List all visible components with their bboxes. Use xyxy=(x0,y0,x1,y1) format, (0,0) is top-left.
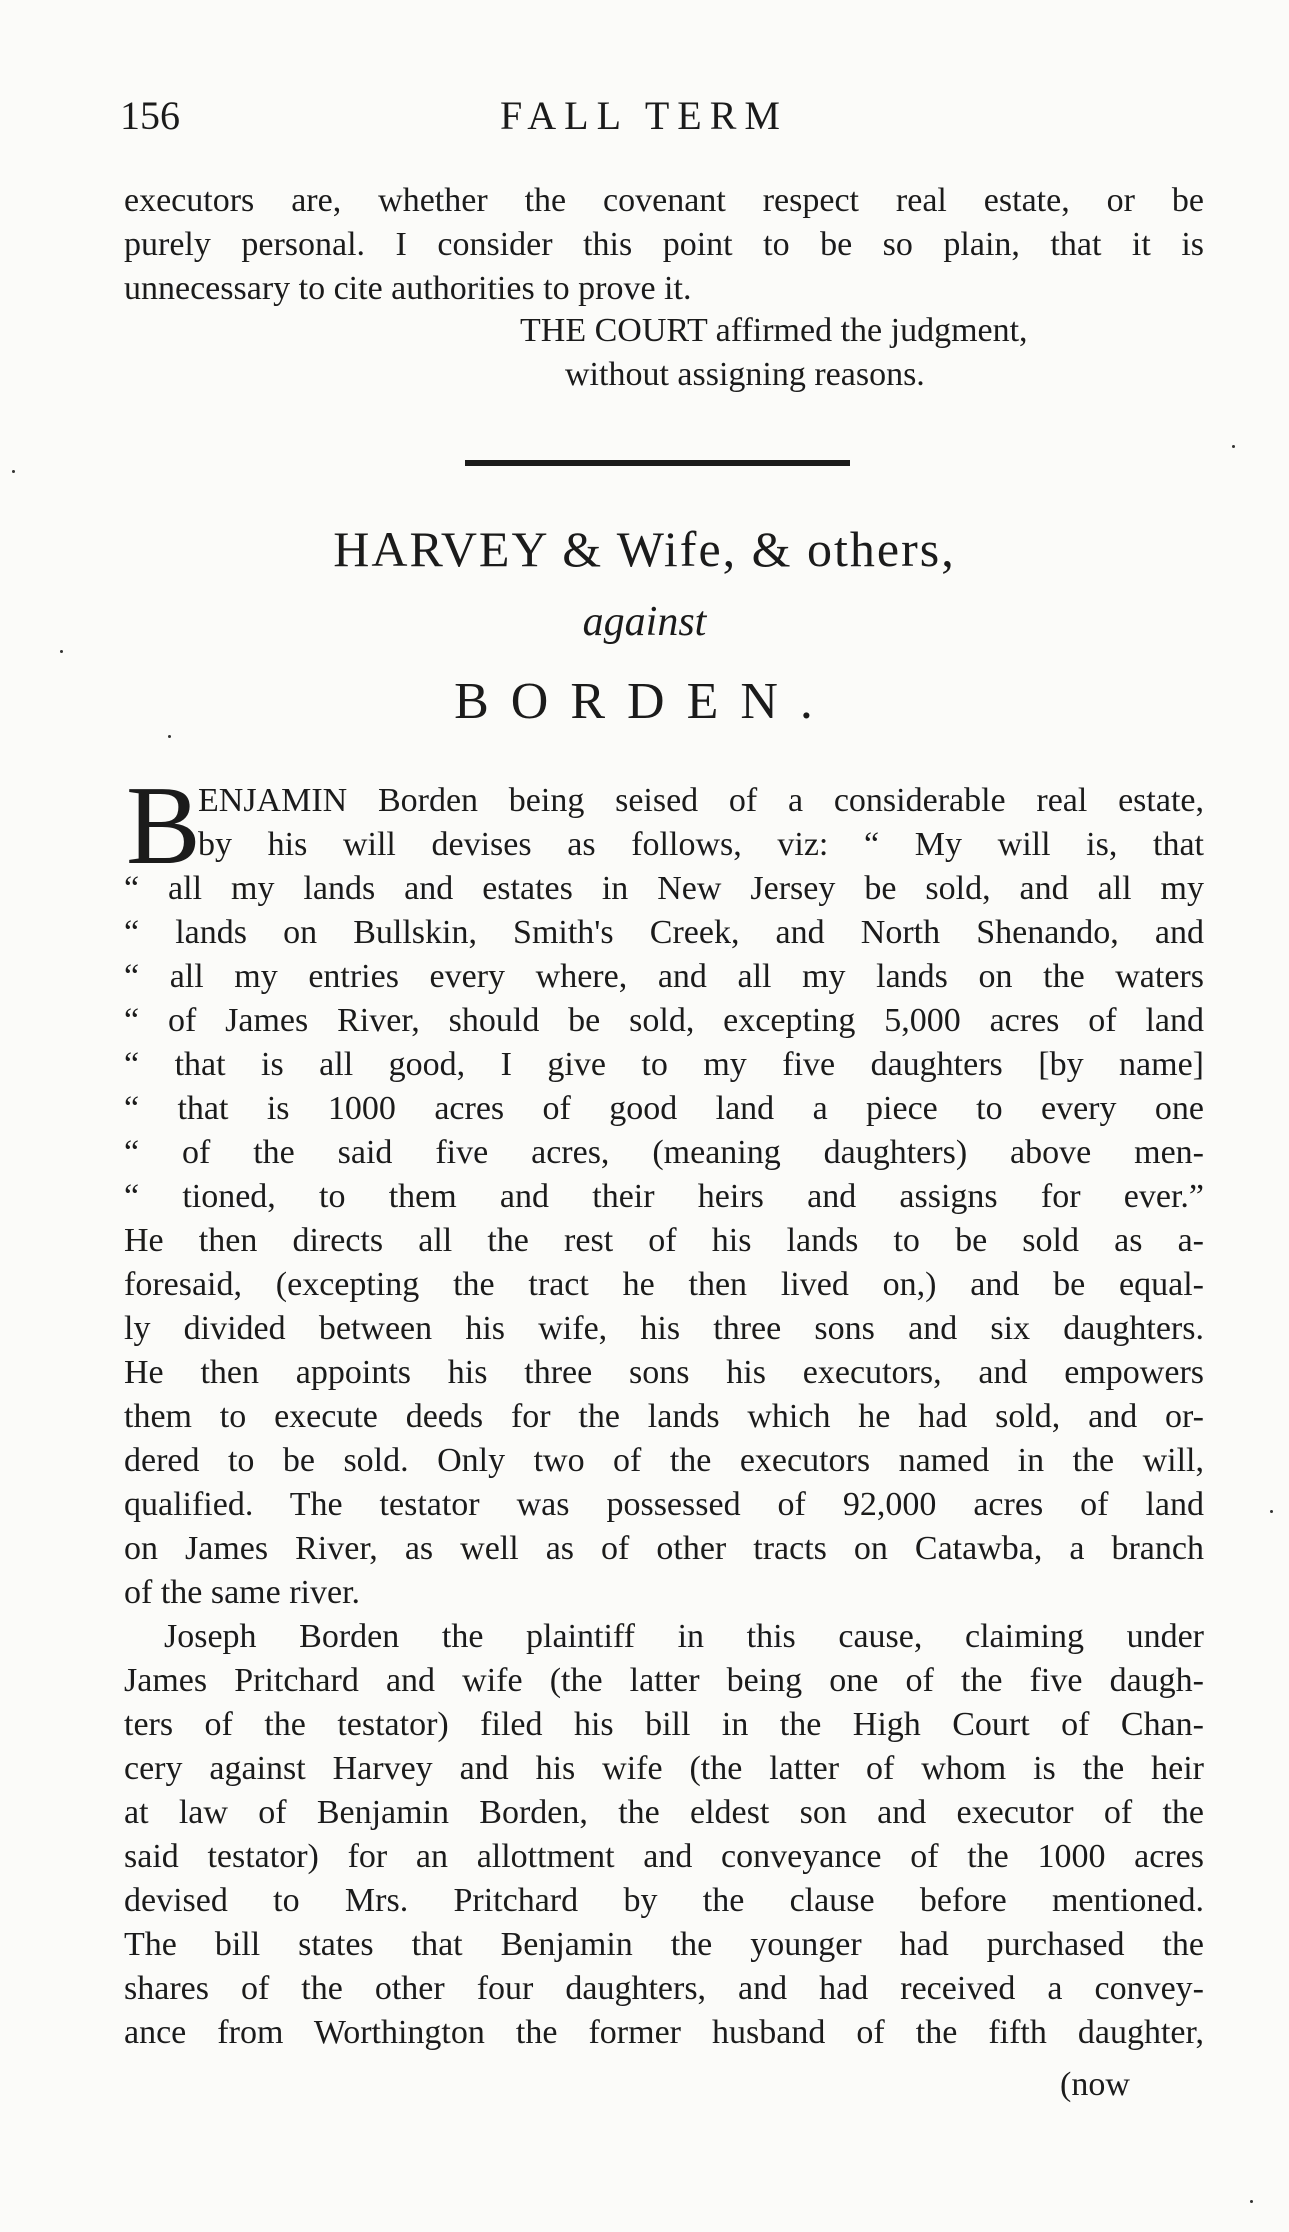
page-number: 156 xyxy=(120,93,180,138)
text-line: The bill states that Benjamin the younger had purchased the xyxy=(124,1926,1204,1963)
text-line: ly divided between his wife, his three sons and six daughters. xyxy=(124,1310,1204,1347)
text-line: “ of the said five acres, (meaning daughters) above men- xyxy=(124,1134,1204,1171)
text-line: shares of the other four daughters, and had received a convey- xyxy=(124,1970,1204,2007)
case-title-against: against xyxy=(582,599,707,645)
text-line: on James River, as well as of other tracts on Catawba, a branch xyxy=(124,1530,1204,1567)
text-line: “ lands on Bullskin, Smith's Creek, and North Shenando, and xyxy=(124,914,1204,951)
text-line: James Pritchard and wife (the latter being one of the five daugh- xyxy=(124,1662,1204,1699)
text-line: “ all my entries every where, and all my lands on the waters xyxy=(124,958,1204,995)
text-line: purely personal. I consider this point to be so plain, that it is xyxy=(124,226,1204,263)
case-title-plaintiffs: HARVEY & Wife, & others, xyxy=(333,521,956,577)
text-line: “ that is 1000 acres of good land a piece to every one xyxy=(124,1090,1204,1127)
scan-speck xyxy=(1270,1510,1273,1513)
text-line: devised to Mrs. Pritchard by the clause before mentioned. xyxy=(124,1882,1204,1919)
text-line: He then appoints his three sons his executors, and empowers xyxy=(124,1354,1204,1391)
text-line: “ all my lands and estates in New Jersey be sold, and all my xyxy=(124,870,1204,907)
text-line: of the same river. xyxy=(124,1574,361,1611)
case-title-defendant: BORDEN. xyxy=(454,673,835,730)
scan-speck xyxy=(168,735,171,738)
text-line: ters of the testator) filed his bill in the High Court of Chan- xyxy=(124,1706,1204,1743)
text-line: cery against Harvey and his wife (the latter of whom is the heir xyxy=(124,1750,1204,1787)
text-line: Joseph Borden the plaintiff in this cause, claiming under xyxy=(164,1618,1204,1655)
scan-speck xyxy=(12,470,15,473)
scan-speck xyxy=(1232,445,1235,448)
running-head: FALL TERM xyxy=(500,93,788,138)
court-decision-line: without assigning reasons. xyxy=(565,356,925,393)
page-header xyxy=(120,88,1200,148)
text-line: at law of Benjamin Borden, the eldest son and executor of the xyxy=(124,1794,1204,1831)
text-line: unnecessary to cite authorities to prove it. xyxy=(124,270,692,307)
text-line: by his will devises as follows, viz: “ My will is, that xyxy=(198,826,1204,863)
text-line: “ that is all good, I give to my five daughters [by name] xyxy=(124,1046,1204,1083)
catchword: (now xyxy=(1060,2066,1130,2103)
text-line: ance from Worthington the former husband of the fifth daughter, xyxy=(124,2014,1204,2051)
drop-cap: B xyxy=(126,764,201,888)
scan-speck xyxy=(60,650,63,653)
scan-speck xyxy=(1250,2200,1253,2203)
text-line: them to execute deeds for the lands which he had sold, and or- xyxy=(124,1398,1204,1435)
text-line: executors are, whether the covenant respect real estate, or be xyxy=(124,182,1204,219)
text-line: said testator) for an allottment and conveyance of the 1000 acres xyxy=(124,1838,1204,1875)
court-decision-line: THE COURT affirmed the judgment, xyxy=(520,312,1028,349)
text-line: ENJAMIN Borden being seised of a considerable real estate, xyxy=(198,782,1204,819)
text-line: qualified. The testator was possessed of 92,000 acres of land xyxy=(124,1486,1204,1523)
text-line: He then directs all the rest of his lands to be sold as a- xyxy=(124,1222,1204,1259)
text-line: foresaid, (excepting the tract he then lived on,) and be equal- xyxy=(124,1266,1204,1303)
section-divider xyxy=(465,460,850,466)
text-line: dered to be sold. Only two of the executors named in the will, xyxy=(124,1442,1204,1479)
text-line: “ tioned, to them and their heirs and assigns for ever.” xyxy=(124,1178,1204,1215)
text-line: “ of James River, should be sold, excepting 5,000 acres of land xyxy=(124,1002,1204,1039)
